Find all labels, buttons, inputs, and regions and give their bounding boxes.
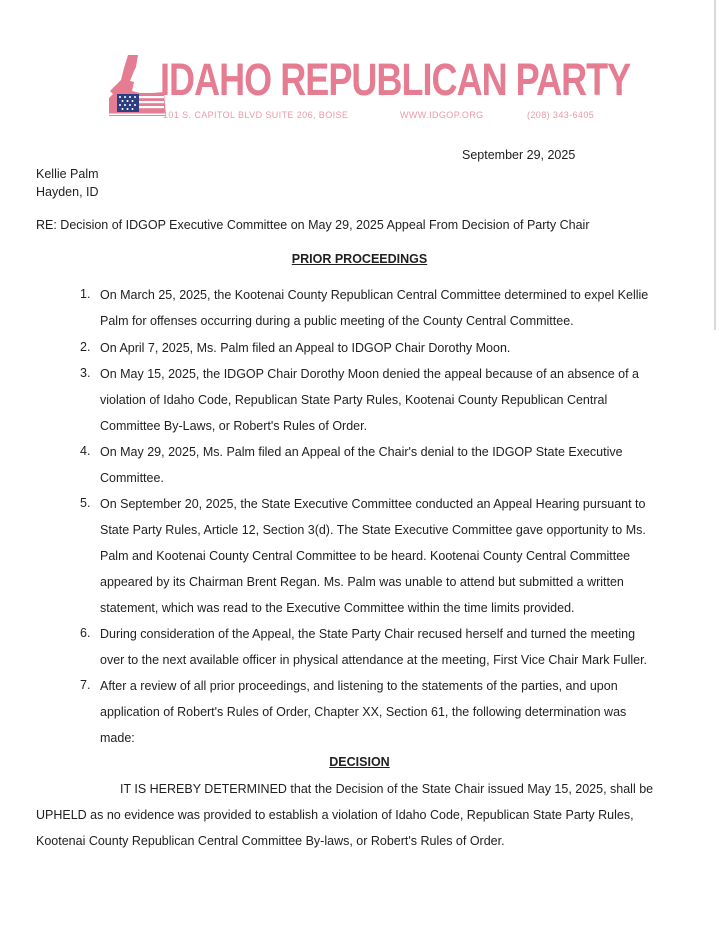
letterhead-address: 101 S. CAPITOL BLVD SUITE 206, BOISE xyxy=(163,110,349,120)
list-item xyxy=(100,621,690,673)
decision-line: UPHELD as no evidence was provided to establish a violation of Idaho Code, Republican State Party Rules, xyxy=(36,808,634,822)
party-name: IDAHO REPUBLICAN PARTY xyxy=(160,54,631,105)
list-item xyxy=(100,361,690,439)
item-line: violation of Idaho Code, Republican State Party Rules, Kootenai County Republican Central xyxy=(100,393,608,407)
list-item-number: 3. xyxy=(80,366,91,380)
section-heading-decision: DECISION xyxy=(329,755,390,769)
subject-line: RE: Decision of IDGOP Executive Committee on May 29, 2025 Appeal From Decision of Party Chair xyxy=(36,218,590,232)
item-line: Committee. xyxy=(100,471,164,485)
list-item-number: 2. xyxy=(80,340,91,354)
scan-page-edge xyxy=(714,0,716,330)
recipient-location: Hayden, ID xyxy=(36,185,99,199)
recipient-name: Kellie Palm xyxy=(36,167,99,181)
item-line: over to the next available officer in physical attendance at the meeting, First Vice Chair Mark Fuller. xyxy=(100,653,648,667)
item-line: On September 20, 2025, the State Executive Committee conducted an Appeal Hearing pursuant to xyxy=(100,497,646,511)
item-line: Committee By-Laws, or Robert's Rules of Order. xyxy=(100,419,368,433)
list-item-number: 1. xyxy=(80,287,91,301)
letterhead-website: WWW.IDGOP.ORG xyxy=(400,110,484,120)
list-item xyxy=(100,335,690,361)
list-item xyxy=(100,282,690,334)
item-line: Palm for offenses occurring during a public meeting of the County Central Committee. xyxy=(100,314,574,328)
decision-line: Kootenai County Republican Central Committee By-laws, or Robert's Rules of Order. xyxy=(36,834,505,848)
list-item xyxy=(100,673,690,751)
list-item-number: 4. xyxy=(80,444,91,458)
item-line: application of Robert's Rules of Order, Chapter XX, Section 61, the following determination was xyxy=(100,705,627,719)
item-line: made: xyxy=(100,731,135,745)
list-item-number: 5. xyxy=(80,496,91,510)
letter-date: September 29, 2025 xyxy=(462,148,576,162)
decision-line: IT IS HEREBY DETERMINED that the Decision of the State Chair issued May 15, 2025, shall be xyxy=(120,782,654,796)
list-item-number: 6. xyxy=(80,626,91,640)
item-line: On May 15, 2025, the IDGOP Chair Dorothy Moon denied the appeal because of an absence of a xyxy=(100,367,640,381)
list-item-number: 7. xyxy=(80,678,91,692)
item-line: On May 29, 2025, Ms. Palm filed an Appeal of the Chair's denial to the IDGOP State Executive xyxy=(100,445,623,459)
item-line: During consideration of the Appeal, the State Party Chair recused herself and turned the meeting xyxy=(100,627,636,641)
section-heading-prior-proceedings: PRIOR PROCEEDINGS xyxy=(291,252,428,266)
list-item xyxy=(100,439,690,491)
item-line: After a review of all prior proceedings, and listening to the statements of the parties, and upon xyxy=(100,679,618,693)
letterhead-phone: (208) 343-6405 xyxy=(527,110,595,120)
item-line: statement, which was read to the Executive Committee within the time limits provided. xyxy=(100,601,575,615)
item-line: On March 25, 2025, the Kootenai County Republican Central Committee determined to expel Kellie xyxy=(100,288,649,302)
list-item xyxy=(100,491,690,621)
idaho-state-flag-icon xyxy=(108,54,168,122)
item-line: State Party Rules, Article 12, Section 3(d). The State Executive Committee gave opportunity to Ms. xyxy=(100,523,646,537)
item-line: Palm and Kootenai County Central Committee to be heard. Kootenai County Central Committee xyxy=(100,549,631,563)
item-line: appeared by its Chairman Brent Regan. Ms. Palm was unable to attend but submitted a written xyxy=(100,575,624,589)
item-line: On April 7, 2025, Ms. Palm filed an Appeal to IDGOP Chair Dorothy Moon. xyxy=(100,341,511,355)
